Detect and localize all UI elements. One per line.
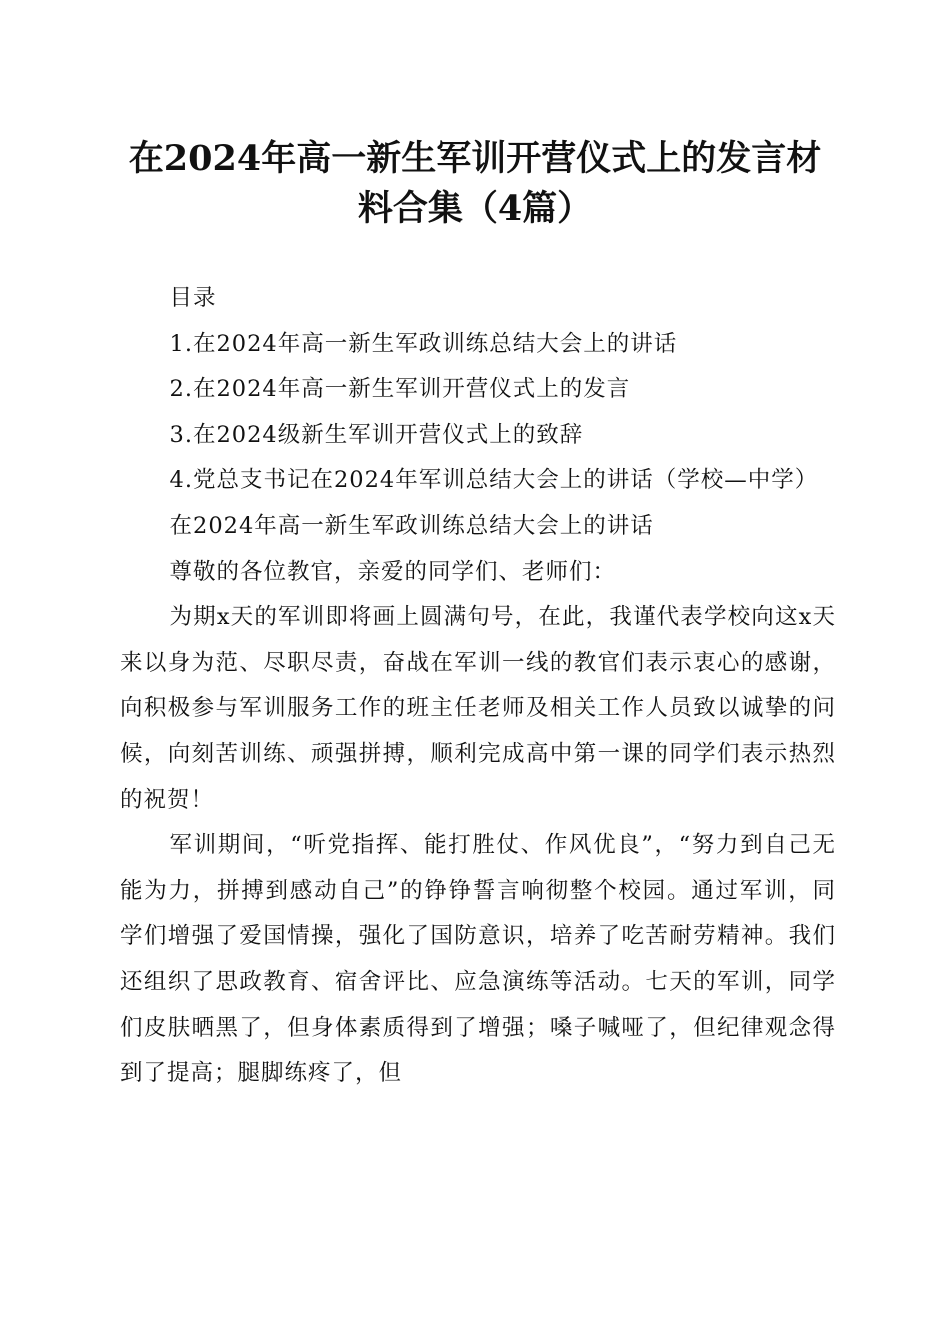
toc-heading: 目录 — [169, 285, 217, 311]
toc-item-1: 1.在2024年高一新生军政训练总结大会上的讲话 — [169, 330, 678, 357]
document-title-line-1: 在2024年高一新生军训开营仪式上的发言材 — [128, 138, 822, 179]
document-title — [120, 134, 830, 234]
body-paragraph-2: 军训期间，“听党指挥、能打胜仗、作风优良”，“努力到自己无能为力，拼搏到感动自己”的铮铮誓言响彻整个校园。通过军训，同学们增强了爱国情操，强化了国防意识，培养了吃苦耐劳精神。我们还组织了思政教育、宿舍评比、应急演练等活动。七天的军训，同学们皮肤晒黑了，但身体素质得到了增强；嗓子喊哑了，但纪律观念得到了提高；腿脚练疼了，但 — [120, 832, 836, 1087]
toc-item-2: 2.在2024年高一新生军训开营仪式上的发言 — [169, 376, 631, 403]
document-body — [120, 276, 836, 1097]
section-title: 在2024年高一新生军政训练总结大会上的讲话 — [169, 512, 654, 539]
toc-item-4: 4.党总支书记在2024年军训总结大会上的讲话（学校—中学） — [169, 467, 819, 494]
toc-item-3: 3.在2024级新生军训开营仪式上的致辞 — [169, 421, 584, 448]
document-title-line-2: 料合集（4篇） — [357, 188, 593, 229]
body-paragraph-1: 为期x天的军训即将画上圆满句号，在此，我谨代表学校向这x天来以身为范、尽职尽责，奋战在军训一线的教官们表示衷心的感谢，向积极参与军训服务工作的班主任老师及相关工作人员致以诚挚的问候，向刻苦训练、顽强拼搏，顺利完成高中第一课的同学们表示热烈的祝贺！ — [120, 604, 836, 813]
salutation: 尊敬的各位教官，亲爱的同学们、老师们： — [169, 558, 617, 585]
